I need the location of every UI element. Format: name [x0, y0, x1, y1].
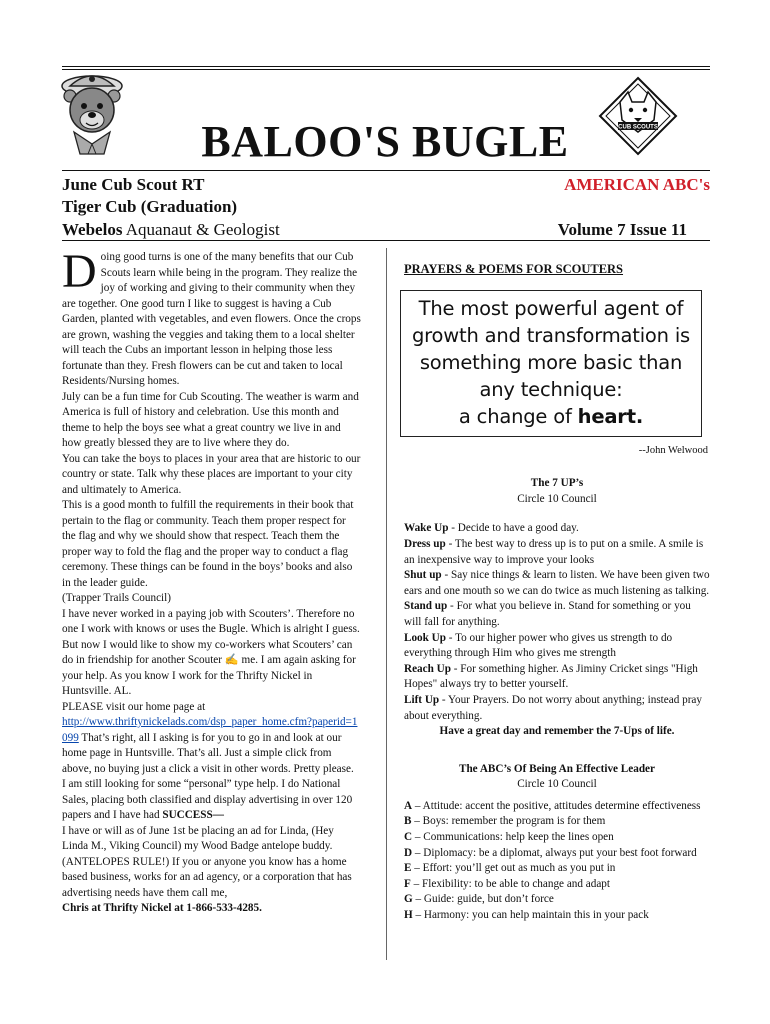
abc-item-text: Effort: you’ll get out as much as you put in	[422, 862, 616, 875]
abc-item-separator: –	[412, 799, 423, 812]
ups-item-separator: -	[445, 537, 455, 550]
ups-list	[404, 521, 710, 724]
abc-item	[404, 846, 710, 862]
quote-line: something more basic than	[419, 350, 683, 374]
abc-item-text: Attitude: accent the positive, attitudes determine effectiveness	[422, 799, 701, 812]
theme-cub-scout: June Cub Scout RT	[62, 175, 205, 194]
abc-item-text: Guide: guide, but don’t force	[423, 893, 554, 906]
abc-list	[404, 799, 710, 924]
contact-line: Chris at Thrifty Nickel at 1-866-533-4285.	[62, 902, 262, 914]
abc-item-term: B	[404, 815, 412, 828]
ups-item-term: Shut up	[404, 569, 442, 582]
svg-text:CUB SCOUTS: CUB SCOUTS	[618, 124, 658, 131]
quote-line: growth and transformation is	[411, 323, 690, 347]
theme-title: AMERICAN ABC's	[564, 175, 710, 194]
abc-item	[404, 799, 710, 815]
ups-item	[404, 662, 710, 693]
drop-cap: D	[62, 245, 97, 298]
ups-item-term: Look Up	[404, 631, 446, 644]
quote-box	[400, 290, 702, 437]
column-divider	[386, 248, 387, 960]
intro-paragraph	[62, 245, 362, 390]
abc-item-text: Harmony: you can help maintain this in your pack	[423, 909, 649, 922]
quote-last-plain: a change of	[458, 404, 578, 428]
homepage-rest: That’s right, all I asking is for you to go in and look at our home page in Huntsville. That’s all. Just a simple click from above, no buying just a click a visit in other words. Pretty please.	[62, 731, 354, 775]
title-rule	[62, 170, 710, 171]
ups-item-term: Wake Up	[404, 522, 449, 535]
abc-item-text: Flexibility: to be able to change and adapt	[422, 877, 610, 890]
theme-webelos	[62, 219, 280, 241]
abc-item-separator: –	[412, 893, 424, 906]
newsletter-title: BALOO'S BUGLE	[201, 117, 569, 166]
ups-item-text: The best way to dress up is to put on a smile. A smile is an inexpensive way to improve your looks	[404, 537, 704, 566]
abc-source: Circle 10 Council	[517, 778, 597, 791]
webelos-value: Aquanaut & Geologist	[122, 220, 280, 239]
quote-last-line	[405, 403, 697, 430]
flag-paragraph: This is a good month to fulfill the requirements in their book that pertain to the flag or community. Teach them proper respect for the flag and why we should show that respect. Teach them the proper way to fold the flag and the proper way to conduct a flag ceremony. These things can be found in the boys’ books and also in the leader guide.	[62, 499, 354, 589]
ups-item-text: To our higher power who gives us strength to do everything through Him who gives me strength	[404, 631, 673, 660]
ups-item-separator: -	[439, 693, 449, 706]
abc-item	[404, 814, 710, 830]
quote-line: The most powerful agent of	[418, 296, 684, 320]
abc-item-separator: –	[412, 831, 424, 844]
historic-paragraph: You can take the boys to places in your area that are historic to our country or state. Talk why these places are important to your city and ultimately to America.	[62, 452, 361, 496]
ups-item	[404, 693, 710, 724]
abc-item	[404, 830, 710, 846]
abc-item	[404, 892, 710, 908]
ups-item-text: Your Prayers. Do not worry about anything; instead pray about everything.	[404, 693, 702, 722]
help-lead: I am still looking for some “personal” type help. I do National Sales, placing both classified and display advertising in over 120 papers and I have had	[62, 778, 353, 821]
ups-closing: Have a great day and remember the 7-Ups of life.	[439, 725, 675, 738]
abc-item-separator: –	[411, 815, 423, 828]
ups-item-separator: -	[448, 522, 458, 535]
abc-item-term: A	[404, 799, 413, 812]
intro-text: oing good turns is one of the many benefits that our Cub Scouts learn while being in the program. They realize the joy of working and giving to their community when they are together. One good turn I like to suggest is having a Cub Garden, planted with vegetables, and even flowers. Once the crops are grown, washing the veggies and taking them to a local shelter will teach the Cubs an important lesson in helping those less fortunate than they. Fresh flowers can be cut and taken to local Residents/Nursing homes.	[62, 251, 361, 387]
ups-item-separator: -	[450, 662, 461, 675]
top-rule-1	[62, 66, 710, 67]
source-trapper-trails: (Trapper Trails Council)	[62, 592, 171, 604]
ups-item-separator: -	[445, 631, 456, 644]
scouters-paragraph: I have never worked in a paying job with Scouters’. Therefore no one I work with knows or uses the Bugle. Which is alright I guess. But now I would like to show my co-workers what Scouters’ can do in friendship for another Scouter ✍ me. I am again asking for your help. As you know I work for the Thrifty Nickel in Huntsville. AL.	[62, 607, 360, 697]
ups-item	[404, 521, 710, 537]
ups-item-text: For what you believe in. Stand for something or you will fall for anything.	[404, 600, 691, 628]
abc-title: The ABC’s Of Being An Effective Leader	[459, 762, 655, 775]
ups-item	[404, 631, 710, 662]
abc-item-term: E	[404, 862, 412, 875]
abc-item-term: G	[404, 893, 413, 906]
ups-item-term: Dress up	[404, 537, 446, 550]
quote-attribution: --John Welwood	[638, 444, 708, 456]
abc-item-term: C	[404, 831, 413, 844]
webelos-label: Webelos	[62, 220, 123, 239]
abc-item-term: D	[404, 846, 413, 859]
ups-item-text: For something higher. As Jiminy Cricket sings "High Hopes" always try to better yourself.	[404, 662, 698, 691]
abc-item-term: H	[404, 909, 413, 922]
quote-last-bold: heart.	[577, 404, 644, 428]
quote-line: any technique:	[479, 377, 623, 401]
abc-item-separator: –	[410, 877, 423, 890]
right-column	[404, 262, 710, 924]
ups-source: Circle 10 Council	[517, 492, 597, 505]
ups-item-text: Say nice things & learn to listen. We have been given two ears and one mouth so we can do twice as much listening as talking.	[404, 569, 710, 597]
help-paragraph	[62, 777, 362, 917]
abc-item-term: F	[404, 877, 411, 890]
homepage-lead: PLEASE visit our home page at	[62, 700, 206, 713]
abc-item-text: Diplomacy: be a diplomat, always put your best foot forward	[423, 846, 697, 859]
spacer	[404, 740, 710, 762]
ups-item-text: Decide to have a good day.	[457, 522, 579, 535]
left-column	[62, 245, 362, 917]
abc-item-text: Communications: help keep the lines open	[423, 831, 614, 844]
theme-tiger-cub: Tiger Cub (Graduation)	[62, 197, 238, 216]
ups-item-separator: -	[441, 569, 451, 582]
ups-title: The 7 UP’s	[530, 477, 584, 490]
abc-item-separator: –	[411, 862, 423, 875]
abc-item-separator: –	[412, 909, 424, 922]
abc-item-separator: –	[412, 846, 424, 859]
july-paragraph: July can be a fun time for Cub Scouting. The weather is warm and America is full of history and celebration. Use this month and theme to help the boys see what a great country we live in and how greatly blessed they are to live where they do.	[62, 390, 359, 449]
top-rule-2	[62, 69, 710, 70]
ups-item-term: Lift Up	[404, 693, 440, 706]
ups-item-term: Stand up	[404, 600, 448, 613]
cub-scout-emblem-icon	[598, 76, 678, 156]
abc-item-text: Boys: remember the program is for them	[422, 815, 606, 828]
section-heading: PRAYERS & POEMS FOR SCOUTERS	[404, 262, 624, 276]
thrifty-nickel-link[interactable]: http://www.thriftynickelads.com/dsp_paper_home.cfm?paperid=1099	[62, 716, 358, 744]
homepage-paragraph	[62, 700, 362, 778]
success-text: SUCCESS—	[162, 809, 224, 821]
help-rest: I have or will as of June 1st be placing an ad for Linda, (Hey Linda M., Viking Council) my Wood Badge antelope buddy. (ANTELOPES RULE!) If you or anyone you know has a home based business, works for an ad agency, or a corporation that has advertising needs have them call me,	[62, 824, 352, 899]
abc-item	[404, 908, 710, 924]
ups-item	[404, 599, 710, 630]
ups-item-separator: -	[447, 600, 457, 613]
volume-issue: Volume 7 Issue 11	[557, 220, 687, 239]
abc-item	[404, 877, 710, 893]
ups-item	[404, 568, 710, 599]
abc-item	[404, 861, 710, 877]
ups-item	[404, 537, 710, 568]
ups-item-term: Reach Up	[404, 662, 451, 675]
